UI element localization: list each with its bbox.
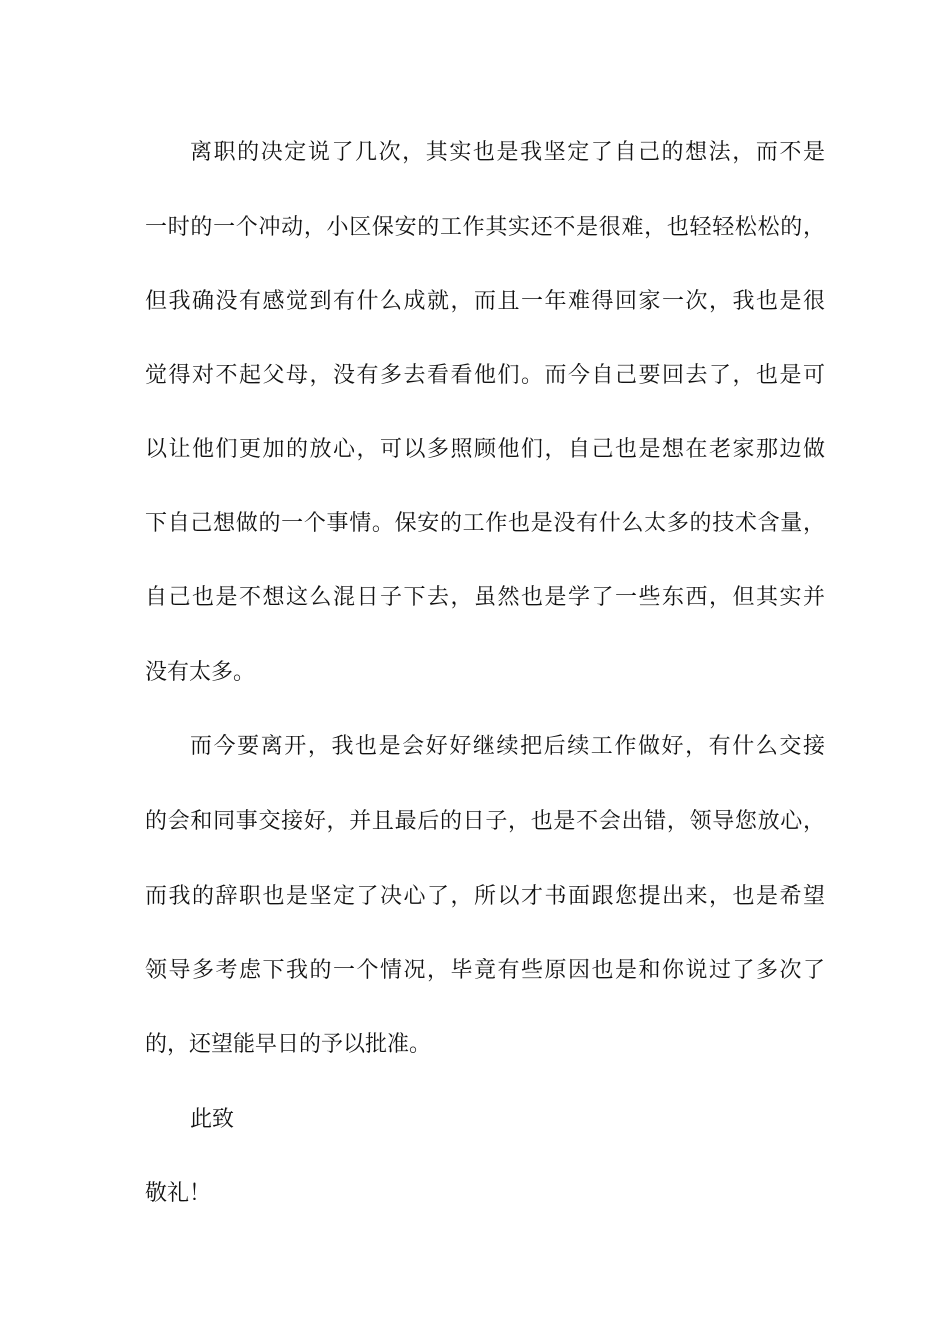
- paragraph-1-line-5: 以让他们更加的放心，可以多照顾他们，自己也是想在老家那边做: [145, 437, 825, 462]
- paragraph-1-line-3: 但我确没有感觉到有什么成就，而且一年难得回家一次，我也是很: [145, 289, 825, 314]
- paragraph-2-line-1: 而今要离开，我也是会好好继续把后续工作做好，有什么交接: [190, 734, 825, 759]
- paragraph-2-line-4: 领导多考虑下我的一个情况，毕竟有些原因也是和你说过了多次了: [145, 958, 825, 983]
- paragraph-2-line-3: 而我的辞职也是坚定了决心了，所以才书面跟您提出来，也是希望: [145, 884, 825, 909]
- closing-salutation: 此致: [190, 1107, 235, 1132]
- paragraph-1-line-2: 一时的一个冲动，小区保安的工作其实还不是很难，也轻轻松松的，: [145, 215, 825, 240]
- paragraph-1-line-8: 没有太多。: [145, 660, 256, 685]
- paragraph-1-line-6: 下自己想做的一个事情。保安的工作也是没有什么太多的技术含量，: [145, 511, 825, 536]
- paragraph-2-line-2: 的会和同事交接好，并且最后的日子，也是不会出错，领导您放心，: [145, 809, 825, 834]
- paragraph-1-line-7: 自己也是不想这么混日子下去，虽然也是学了一些东西，但其实并: [145, 585, 825, 610]
- paragraph-1-line-4: 觉得对不起父母，没有多去看看他们。而今自己要回去了，也是可: [145, 363, 825, 388]
- closing-respect: 敬礼！: [145, 1181, 212, 1206]
- paragraph-2-line-5: 的，还望能早日的予以批准。: [145, 1032, 432, 1057]
- paragraph-1-line-1: 离职的决定说了几次，其实也是我坚定了自己的想法，而不是: [190, 140, 825, 165]
